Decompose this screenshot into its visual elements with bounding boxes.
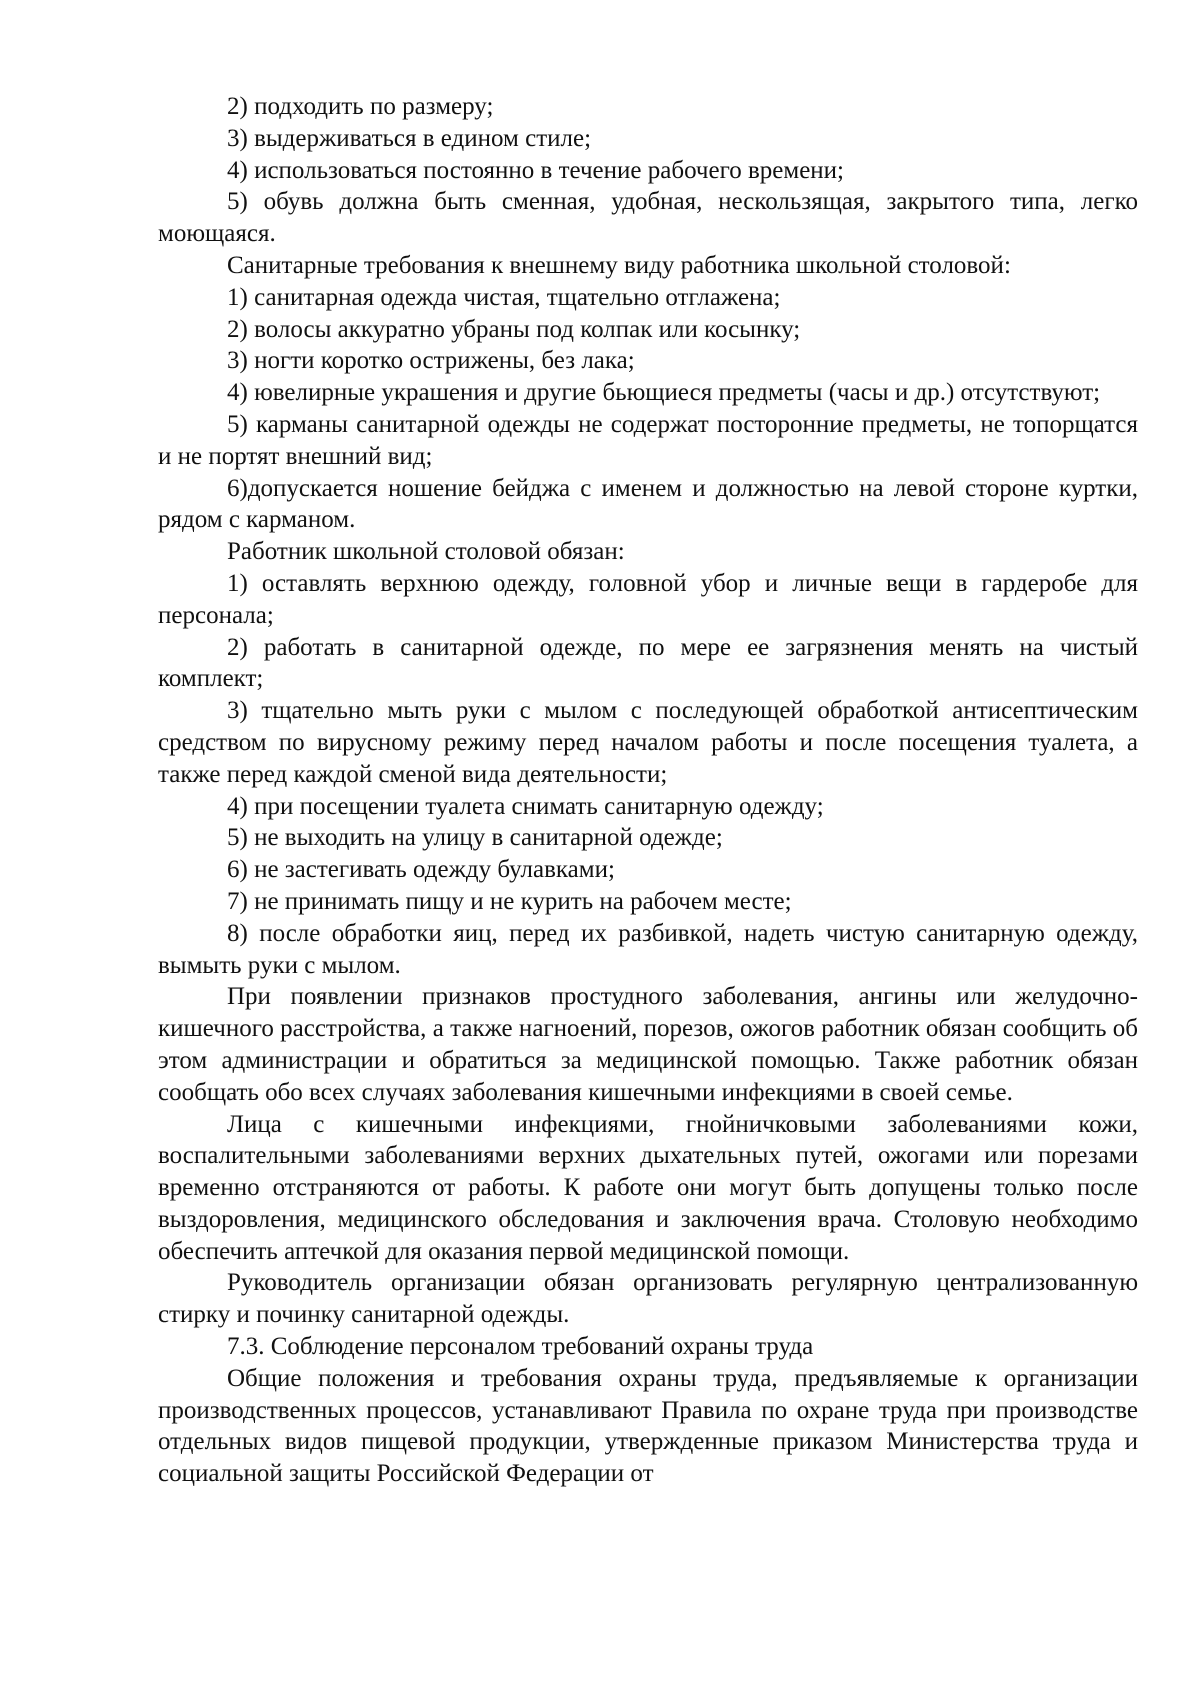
body-paragraph: Руководитель организации обязан организовать регулярную централизованную стирку и починку санитарной одежды. — [158, 1269, 1138, 1329]
list-item: 5) карманы санитарной одежды не содержат посторонние предметы, не топорщатся и не портят внешний вид; — [158, 410, 1138, 470]
section-heading: 7.3. Соблюдение персоналом требований охраны труда — [227, 1333, 814, 1361]
list-item: 6) не застегивать одежду булавками; — [227, 856, 615, 884]
body-paragraph: Общие положения и требования охраны труда, предъявляемые к организации производственных процессов, устанавливают Правила по охране труда при производстве отдельных видов пищевой продукции, утвержденные приказом Министерства труда и социальной защиты Российской Федерации от — [158, 1364, 1138, 1488]
list-item: 2) подходить по размеру; — [227, 93, 494, 120]
list-item: 5) обувь должна быть сменная, удобная, нескользящая, закрытого типа, легко моющаяся. — [158, 188, 1138, 248]
list-item: 1) санитарная одежда чистая, тщательно отглажена; — [227, 283, 781, 311]
body-paragraph: При появлении признаков простудного заболевания, ангины или желудочно-кишечного расстройства, а также нагноений, порезов, ожогов работник обязан сообщить об этом администрации и обратиться за медицинской помощью. Также работник обязан сообщать обо всех случаях заболевания кишечными инфекциями в своей семье. — [158, 983, 1138, 1106]
list-item: 2) волосы аккуратно убраны под колпак или косынку; — [227, 315, 801, 343]
list-item: 7) не принимать пищу и не курить на рабочем месте; — [227, 887, 792, 915]
document-body — [158, 91, 1138, 1490]
section-lead: Работник школьной столовой обязан: — [227, 538, 625, 566]
list-item: 8) после обработки яиц, перед их разбивкой, надеть чистую санитарную одежду, вымыть руки с мылом. — [158, 919, 1138, 979]
body-paragraph: Лица с кишечными инфекциями, гнойничковыми заболеваниями кожи, воспалительными заболеваниями верхних дыхательных путей, ожогами или порезами временно отстраняются от работы. К работе они могут быть допущены только после выздоровления, медицинского обследования и заключения врача. Столовую необходимо обеспечить аптечкой для оказания первой медицинской помощи. — [158, 1110, 1138, 1265]
list-item: 4) использоваться постоянно в течение рабочего времени; — [227, 156, 844, 184]
list-item: 2) работать в санитарной одежде, по мере ее загрязнения менять на чистый комплект; — [158, 633, 1138, 693]
list-item: 4) при посещении туалета снимать санитарную одежду; — [227, 792, 824, 820]
list-item: 5) не выходить на улицу в санитарной одежде; — [227, 824, 723, 852]
list-item: 6)допускается ношение бейджа с именем и должностью на левой стороне куртки, рядом с карманом. — [158, 474, 1138, 534]
list-item: 3) ногти коротко острижены, без лака; — [227, 347, 635, 375]
list-item: 3) тщательно мыть руки с мылом с последующей обработкой антисептическим средством по вирусному режиму перед началом работы и после посещения туалета, а также перед каждой сменой вида деятельности; — [158, 697, 1138, 788]
section-lead: Санитарные требования к внешнему виду работника школьной столовой: — [227, 251, 1011, 279]
list-item: 3) выдерживаться в едином стиле; — [227, 124, 592, 152]
list-item: 1) оставлять верхнюю одежду, головной убор и личные вещи в гардеробе для персонала; — [158, 569, 1138, 629]
list-item: 4) ювелирные украшения и другие бьющиеся предметы (часы и др.) отсутствуют; — [227, 379, 1101, 407]
